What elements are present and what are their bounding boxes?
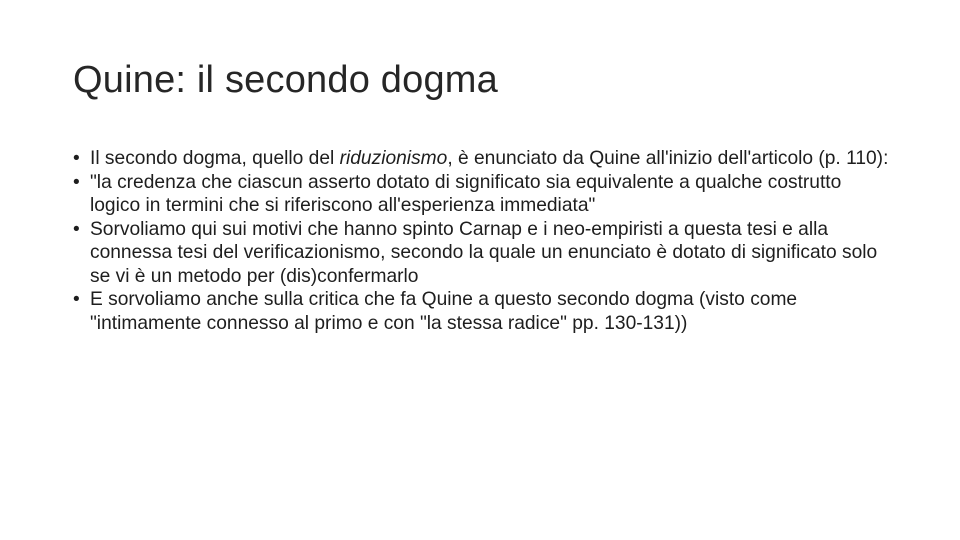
bullet-marker: • — [73, 148, 80, 169]
bullet-text-after: , è enunciato da Quine all'inizio dell'articolo (p. 110): — [447, 148, 889, 169]
bullet-marker: • — [73, 218, 80, 240]
emphasized-term: riduzionismo — [339, 148, 448, 169]
bullet-text: Sorvoliamo qui sui motivi che hanno spinto Carnap e i neo-empiristi a questa tesi e alla connessa tesi del verificazionismo, secondo la quale un enunciato è dotato di significato solo se vi è un metodo per (dis)confermarlo — [90, 218, 878, 287]
bullet-text: E sorvoliamo anche sulla critica che fa Quine a questo secondo dogma (visto come "intimamente connesso al primo e con "la stessa radice" pp. 130-131)) — [90, 289, 798, 334]
bullet-marker: • — [73, 171, 80, 193]
bullet-text: "la credenza che ciascun asserto dotato di significato sia equivalente a qualche costrutto logico in termini che si riferiscono all'esperienza immediata" — [90, 171, 842, 216]
slide-title: Quine: il secondo dogma — [73, 59, 498, 101]
bullet-marker: • — [73, 289, 80, 310]
bullet-item — [73, 288, 893, 335]
bullet-item — [73, 171, 893, 218]
bullet-list — [73, 147, 893, 335]
bullet-text-before: Il secondo dogma, quello del — [90, 148, 340, 169]
bullet-text — [90, 148, 888, 169]
bullet-item — [73, 218, 893, 289]
bullet-item — [73, 147, 893, 171]
